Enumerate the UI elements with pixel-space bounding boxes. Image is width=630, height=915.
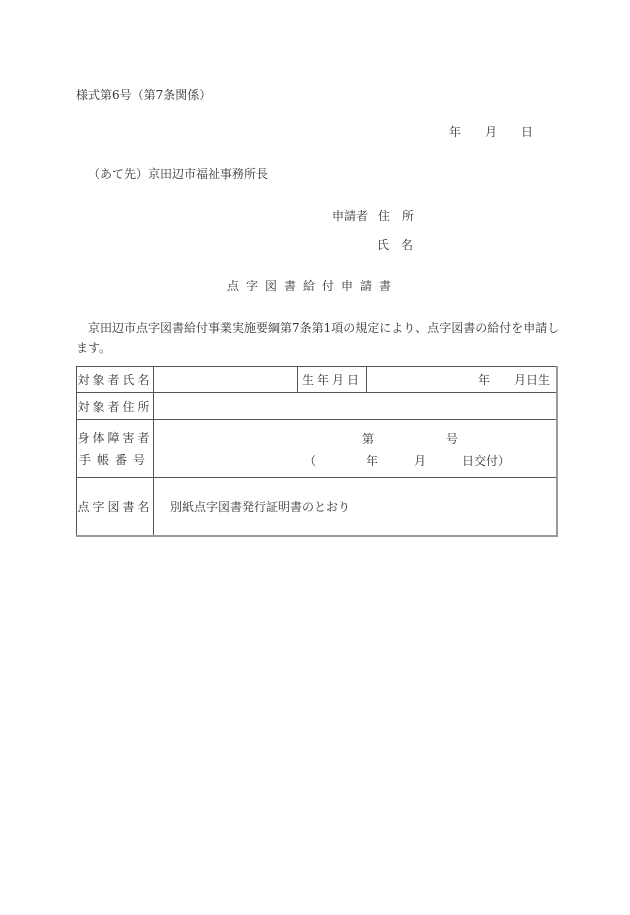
form-number: 様式第6号（第7条関係） xyxy=(76,88,212,102)
issued-open-paren: （ xyxy=(304,454,317,468)
dob-field[interactable] xyxy=(367,367,558,393)
book-name-field[interactable]: 別紙点字図書発行証明書のとおり xyxy=(154,478,558,537)
table-row-subject-name xyxy=(77,367,558,393)
handbook-no-prefix: 第 xyxy=(362,432,375,446)
application-statement: 京田辺市点字図書給付事業実施要綱第7条第1項の規定により、点字図書の給付を申請します。 xyxy=(76,321,560,355)
subject-address-field[interactable] xyxy=(154,393,558,420)
application-date xyxy=(449,123,533,140)
issued-day: 日交付） xyxy=(462,454,511,468)
applicant-label: 申請者 xyxy=(332,209,369,223)
issued-year: 年 xyxy=(366,454,379,468)
applicant-address-line xyxy=(332,207,414,224)
date-year: 年 xyxy=(449,125,462,139)
subject-name-label: 対象者氏名 xyxy=(77,367,154,393)
addressee: （あて先）京田辺市福祉事務所長 xyxy=(88,167,269,181)
application-form-table xyxy=(76,366,558,537)
table-row-handbook xyxy=(77,420,558,478)
handbook-number-line xyxy=(362,430,458,447)
handbook-no-suffix: 号 xyxy=(446,432,459,446)
handbook-number-label xyxy=(77,420,154,478)
applicant-name-label: 氏 名 xyxy=(377,238,414,252)
handbook-issue-date-line xyxy=(304,452,510,469)
handbook-number-field[interactable] xyxy=(154,420,558,478)
applicant-address-label: 住 所 xyxy=(378,209,415,223)
table-row-subject-address xyxy=(77,393,558,420)
table-row-book-name xyxy=(77,478,558,537)
date-month: 月 xyxy=(485,125,498,139)
dob-year: 年 xyxy=(477,373,490,387)
dob-label: 生年月日 xyxy=(298,367,367,393)
subject-name-field[interactable] xyxy=(154,367,298,393)
handbook-label-line1: 身体障害者 xyxy=(77,430,153,445)
issued-month: 月 xyxy=(414,454,427,468)
dob-month: 月 xyxy=(513,373,526,387)
subject-address-label: 対象者住所 xyxy=(77,393,154,420)
handbook-label-line2: 手帳番号 xyxy=(78,452,151,467)
date-day: 日 xyxy=(521,125,534,139)
document-title: 点字図書給付申請書 xyxy=(227,279,399,293)
book-name-label: 点字図書名 xyxy=(77,478,154,537)
dob-day: 日生 xyxy=(525,373,550,387)
